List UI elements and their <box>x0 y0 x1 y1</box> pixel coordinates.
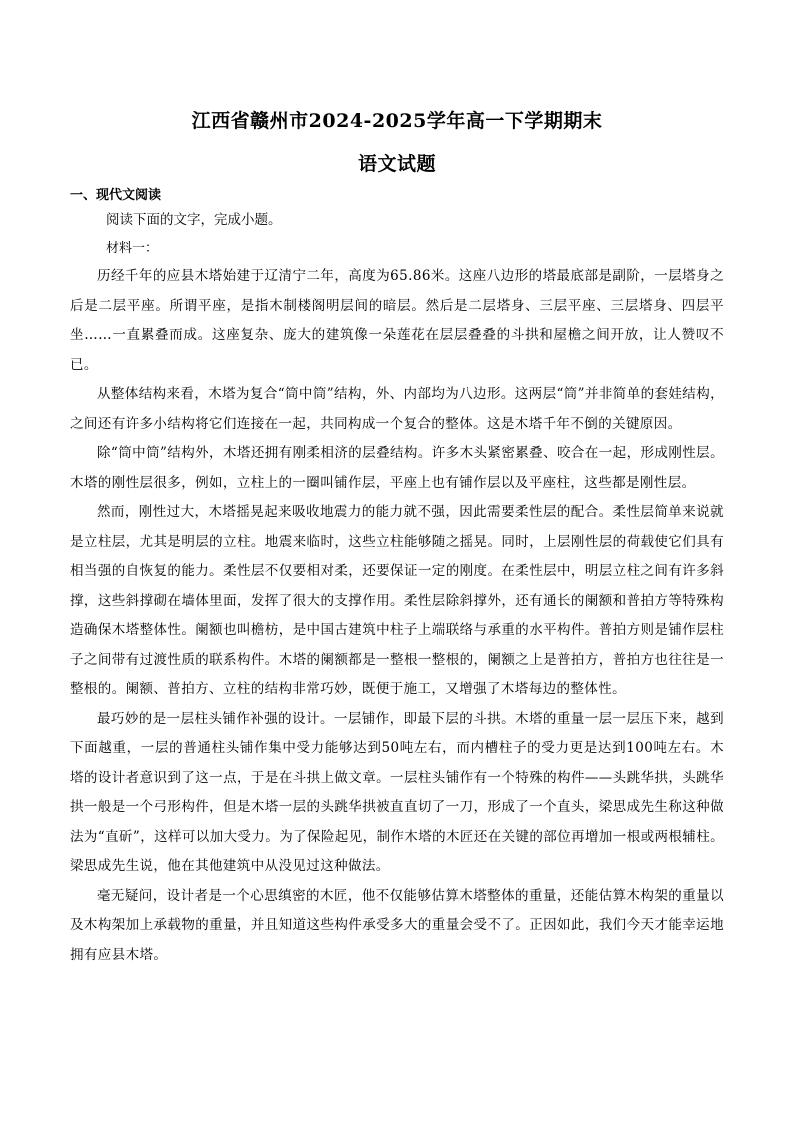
section-heading: 一、现代文阅读 <box>70 188 162 203</box>
paragraph: 历经千年的应县木塔始建于辽清宁二年，高度为65.86米。这座八边形的塔最底部是副阶，一层塔身之后是二层平座。所谓平座，是指木制楼阁明层间的暗层。然后是二层塔身、三层平座、三层塔身、四层平坐……一直累叠而成。这座复杂、庞大的建筑像一朵莲花在层层叠叠的斗拱和屋檐之间开放，让人赞叹不已。 <box>70 268 724 373</box>
material-label: 材料一： <box>106 241 159 256</box>
material-body <box>70 262 724 970</box>
paragraph: 从整体结构来看，木塔为复合“筒中筒”结构，外、内部均为八边形。这两层“筒”并非简单的套娃结构，之间还有许多小结构将它们连接在一起，共同构成一个复合的整体。这是木塔千年不倒的关键原因。 <box>70 386 724 432</box>
document-title: 江西省赣州市2024-2025学年高一下学期期末 <box>191 110 603 132</box>
document-subtitle: 语文试题 <box>357 153 436 175</box>
paragraph: 除“筒中筒”结构外，木塔还拥有刚柔相济的层叠结构。许多木头紧密累叠、咬合在一起，形成刚性层。木塔的刚性层很多，例如，立柱上的一圈叫铺作层，平座上也有铺作层以及平座柱，这些都是刚性层。 <box>70 445 724 491</box>
paragraph: 然而，刚性过大，木塔摇晃起来吸收地震力的能力就不强，因此需要柔性层的配合。柔性层简单来说就是立柱层，尤其是明层的立柱。地震来临时，这些立柱能够随之摇晃。同时，上层刚性层的荷载使它们具有相当强的自恢复的能力。柔性层不仅要相对柔，还要保证一定的刚度。在柔性层中，明层立柱之间有许多斜撑，这些斜撑砌在墙体里面，发挥了很大的支撑作用。柔性层除斜撑外，还有通长的阑额和普拍方等特殊构造确保木塔整体性。阑额也叫檐枋，是中国古建筑中柱子上端联络与承重的水平构件。普拍方则是铺作层柱子之间带有过渡性质的联系构件。木塔的阑额都是一整根一整根的，阑额之上是普拍方，普拍方也往往是一整根的。阑额、普拍方、立柱的结构非常巧妙，既便于施工，又增强了木塔每边的整体性。 <box>70 504 724 697</box>
paragraph: 最巧妙的是一层柱头铺作补强的设计。一层铺作，即最下层的斗拱。木塔的重量一层一层压下来，越到下面越重，一层的普通柱头铺作集中受力能够达到50吨左右，而内槽柱子的受力更是达到100吨左右。木塔的设计者意识到了这一点，于是在斗拱上做文章。一层柱头铺作有一个特殊的构件——头跳华拱，头跳华拱一般是一个弓形构件，但是木塔一层的头跳华拱被直直切了一刀，形成了一个直头，梁思成先生称这种做法为“直斫”，这样可以加大受力。为了保险起见，制作木塔的木匠还在关键的部位再增加一根或两根辅柱。梁思成先生说，他在其他建筑中从没见过这种做法。 <box>70 710 725 874</box>
reading-instruction: 阅读下面的文字，完成小题。 <box>106 212 282 228</box>
paragraph: 毫无疑问，设计者是一个心思缜密的木匠，他不仅能够估算木塔整体的重量，还能估算木构架的重量以及木构架加上承载物的重量，并且知道这些构件承受多大的重量会受不了。正因如此，我们今天才能幸运地拥有应县木塔。 <box>70 887 724 963</box>
